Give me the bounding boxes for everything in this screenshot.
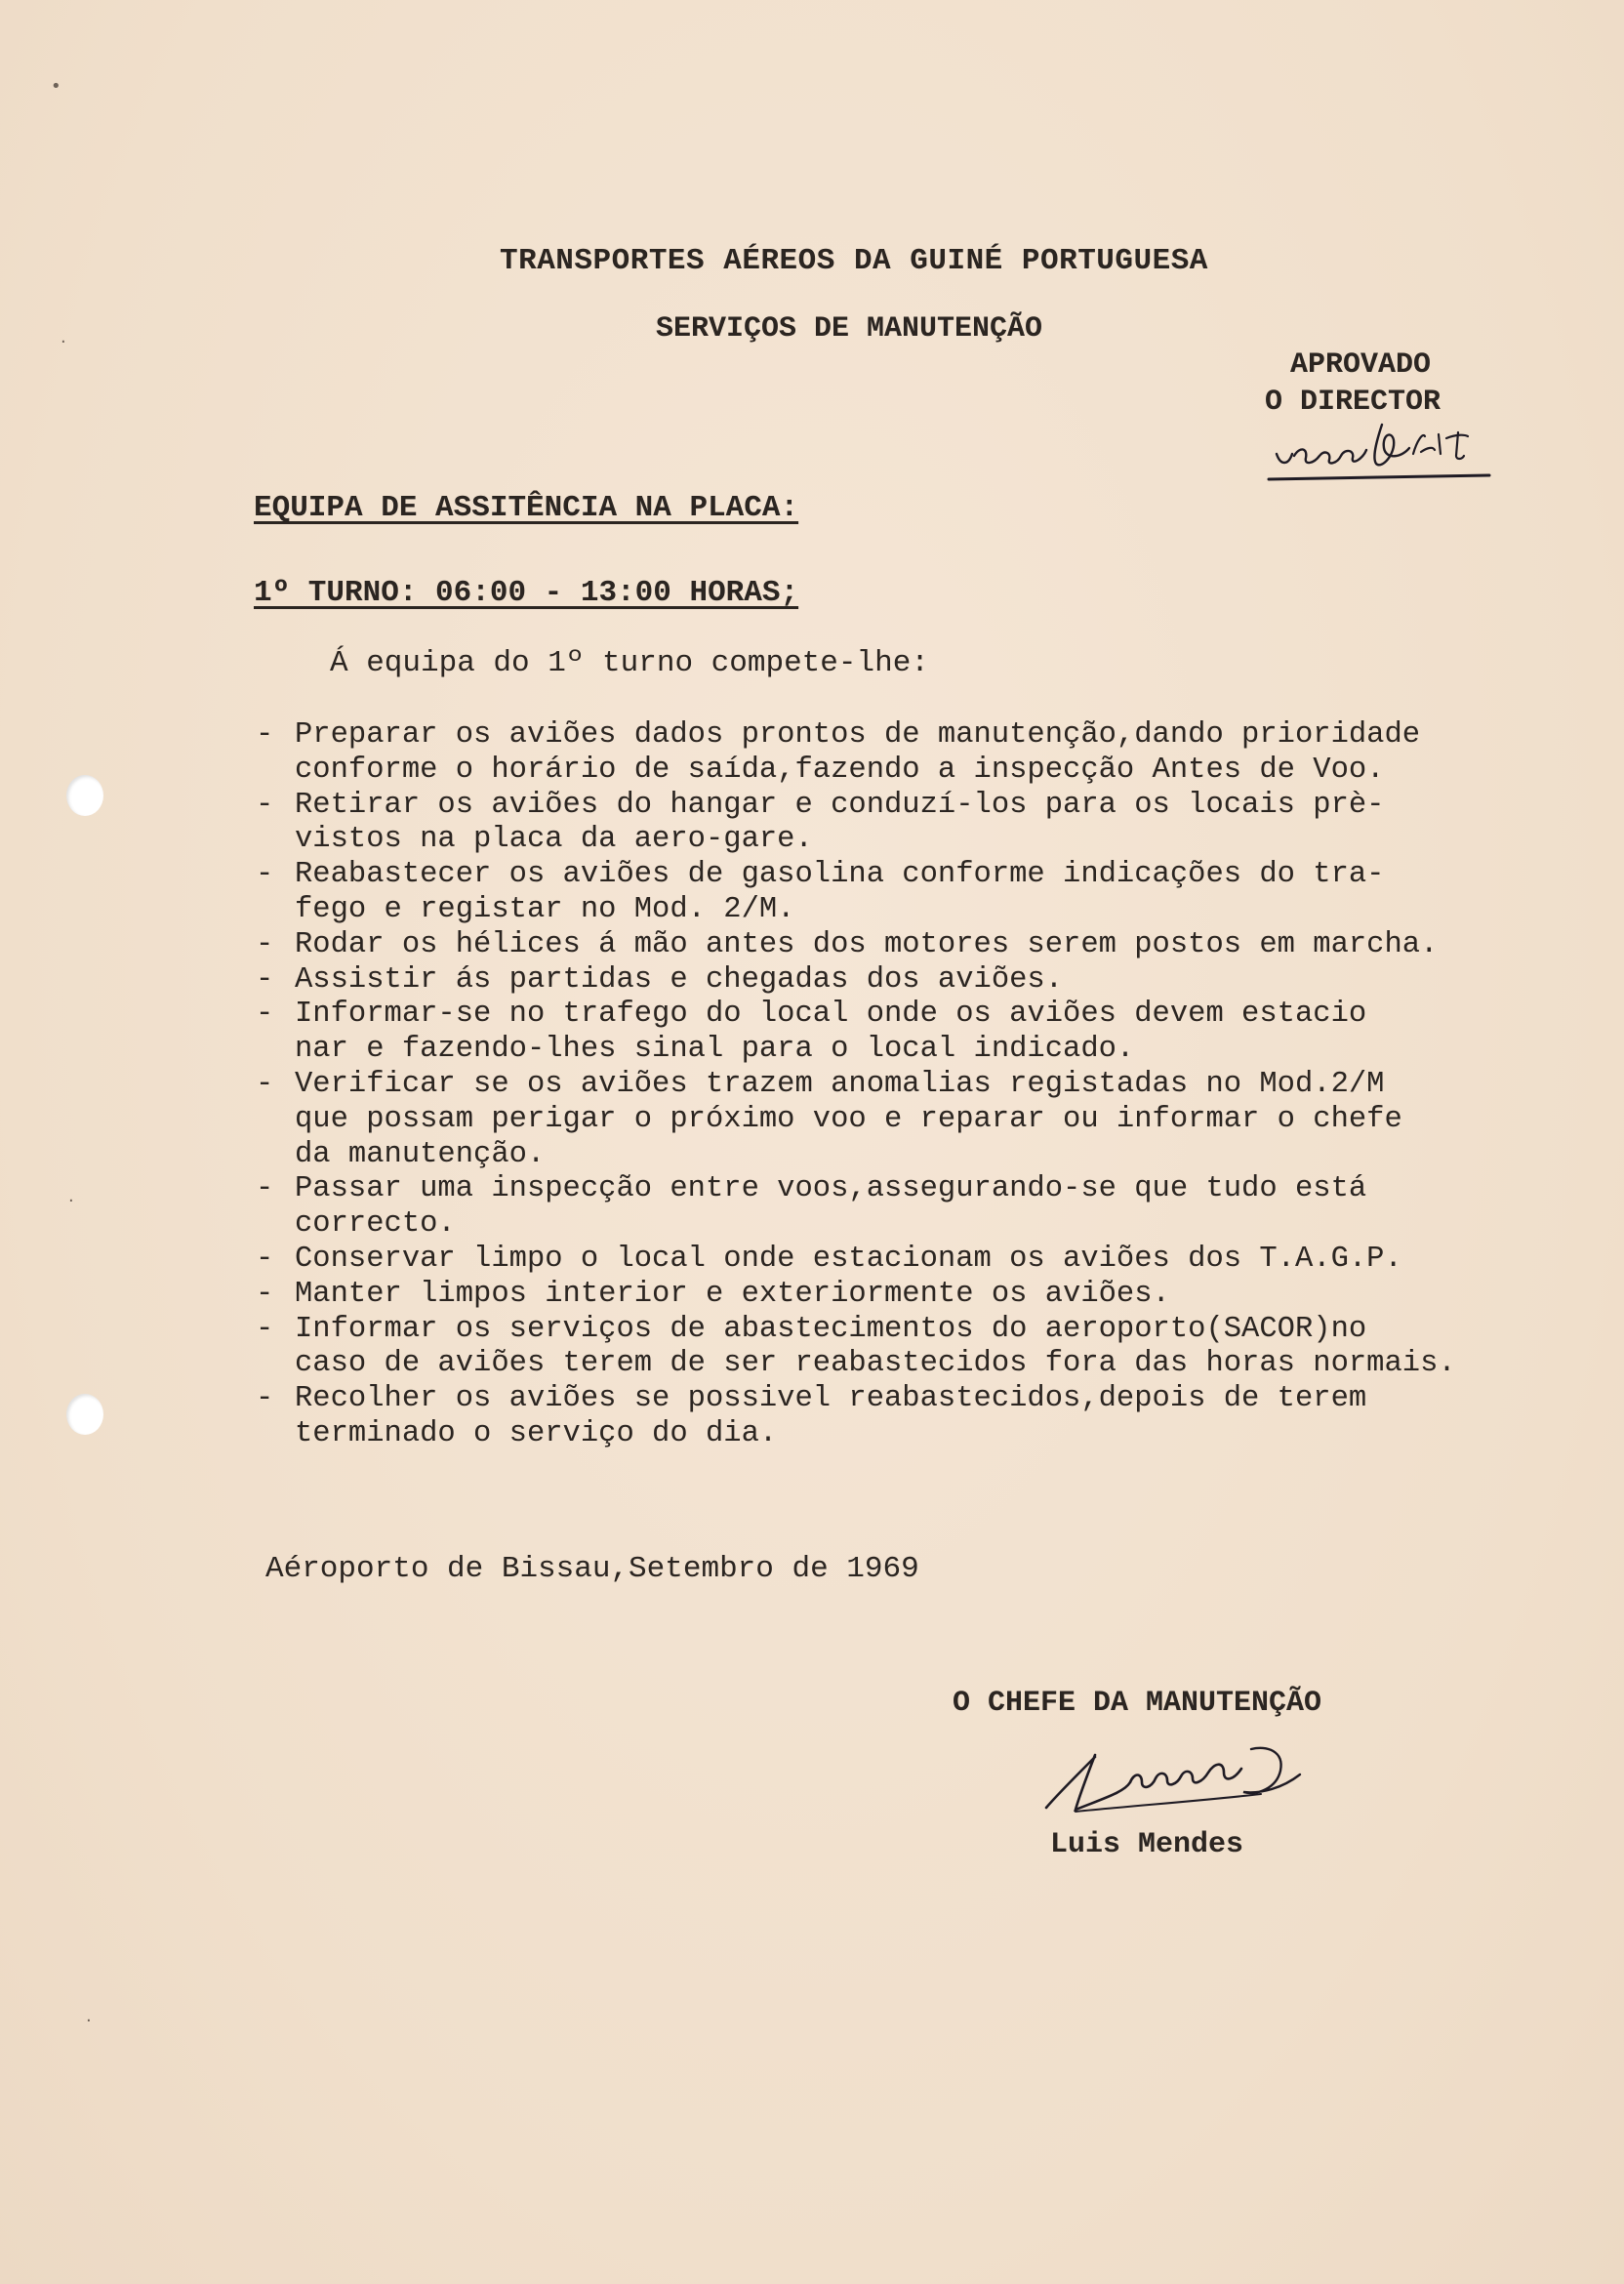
duty-line: Informar os serviços de abastecimentos do aeroporto(SACOR)no	[295, 1312, 1367, 1346]
paper-speck: ·	[61, 332, 66, 352]
duty-item: - Conservar limpo o local onde estacionam os aviões dos T.A.G.P.	[256, 1242, 1402, 1276]
duty-line: Verificar se os aviões trazem anomalias registadas no Mod.2/M	[295, 1067, 1385, 1101]
duty-line: Informar-se no trafego do local onde os aviões devem estacio	[295, 998, 1367, 1032]
duties-list	[256, 718, 1456, 1452]
duty-line: Assistir ás partidas e chegadas dos aviões.	[295, 962, 1064, 997]
department-heading: SERVIÇOS DE MANUTENÇÃO	[656, 312, 1043, 346]
chief-signature	[1036, 1737, 1320, 1819]
section-title: EQUIPA DE ASSITÊNCIA NA PLACA:	[254, 491, 799, 525]
duty-line: terminado o serviço do dia.	[295, 1416, 778, 1450]
duty-item: - Manter limpos interior e exteriormente os aviões.	[256, 1277, 1170, 1311]
duty-item: - Rodar os hélices á mão antes dos motores serem postos em marcha.	[256, 927, 1439, 961]
place-date: Aéroporto de Bissau,Setembro de 1969	[265, 1552, 919, 1586]
duty-item: - Informar os serviços de abastecimentos do aeroporto(SACOR)no caso de aviões terem de ser reabastecidos fora das horas normais.	[256, 1312, 1456, 1381]
chief-name: Luis Mendes	[1050, 1828, 1244, 1861]
approval-status: APROVADO	[1290, 348, 1432, 382]
shift-heading: 1º TURNO: 06:00 - 13:00 HORAS;	[254, 576, 799, 610]
duty-item: - Retirar os aviões do hangar e conduzí-los para os locais prè- vistos na placa da aero-gare.	[256, 789, 1456, 859]
duty-line: correcto.	[295, 1207, 456, 1242]
duty-line: nar e fazendo-lhes sinal para o local indicado.	[295, 1033, 1135, 1067]
duty-item: - Verificar se os aviões trazem anomalias registadas no Mod.2/M que possam perigar o próximo voo e reparar ou informar o chefe da manutenção.	[256, 1068, 1456, 1172]
duty-line: Preparar os aviões dados prontos de manutenção,dando prioridade	[295, 718, 1421, 752]
company-heading: TRANSPORTES AÉREOS DA GUINÉ PORTUGUESA	[500, 244, 1208, 278]
duty-line: vistos na placa da aero-gare.	[295, 823, 813, 857]
duty-line: Manter limpos interior e exteriormente os aviões.	[295, 1277, 1170, 1311]
duty-line: conforme o horário de saída,fazendo a inspecção Antes de Voo.	[295, 753, 1385, 787]
duty-item: - Reabastecer os aviões de gasolina conforme indicações do tra- fego e registar no Mod. 2/M.	[256, 858, 1456, 928]
duty-line: Recolher os aviões se possivel reabastecidos,depois de terem	[295, 1382, 1367, 1416]
paper-speck: •	[51, 76, 61, 97]
paper-speck: ·	[86, 2011, 92, 2031]
duty-line: caso de aviões terem de ser reabastecidos fora das horas normais.	[295, 1347, 1456, 1381]
director-signature	[1267, 415, 1491, 485]
paper-speck: ·	[68, 1191, 74, 1211]
duty-line: Rodar os hélices á mão antes dos motores serem postos em marcha.	[295, 927, 1439, 961]
duty-line: Retirar os aviões do hangar e conduzí-los para os locais prè-	[295, 788, 1385, 822]
approval-title: O DIRECTOR	[1265, 386, 1441, 419]
duty-line: da manutenção.	[295, 1137, 546, 1171]
duty-line: que possam perigar o próximo voo e reparar ou informar o chefe	[295, 1102, 1402, 1136]
duty-line: fego e registar no Mod. 2/M.	[295, 892, 795, 926]
chief-title: O CHEFE DA MANUTENÇÃO	[953, 1687, 1322, 1720]
duty-item: - Passar uma inspecção entre voos,assegurando-se que tudo está correcto.	[256, 1172, 1456, 1243]
duty-item: - Recolher os aviões se possivel reabastecidos,depois de terem terminado o serviço do dia.	[256, 1382, 1456, 1452]
duty-item: - Preparar os aviões dados prontos de manutenção,dando prioridade conforme o horário de saída,fazendo a inspecção Antes de Voo.	[256, 718, 1456, 789]
duty-item: - Informar-se no trafego do local onde os aviões devem estacio nar e fazendo-lhes sinal para o local indicado.	[256, 998, 1456, 1068]
punch-hole	[66, 1394, 103, 1435]
duties-intro: Á equipa do 1º turno compete-lhe:	[330, 646, 929, 680]
duty-item: - Assistir ás partidas e chegadas dos aviões.	[256, 962, 1064, 997]
approval-block	[1265, 347, 1441, 421]
duty-line: Reabastecer os aviões de gasolina conforme indicações do tra-	[295, 858, 1385, 892]
duty-line: Conservar limpo o local onde estacionam os aviões dos T.A.G.P.	[295, 1242, 1402, 1276]
punch-hole	[66, 775, 103, 816]
duty-line: Passar uma inspecção entre voos,assegurando-se que tudo está	[295, 1172, 1367, 1206]
